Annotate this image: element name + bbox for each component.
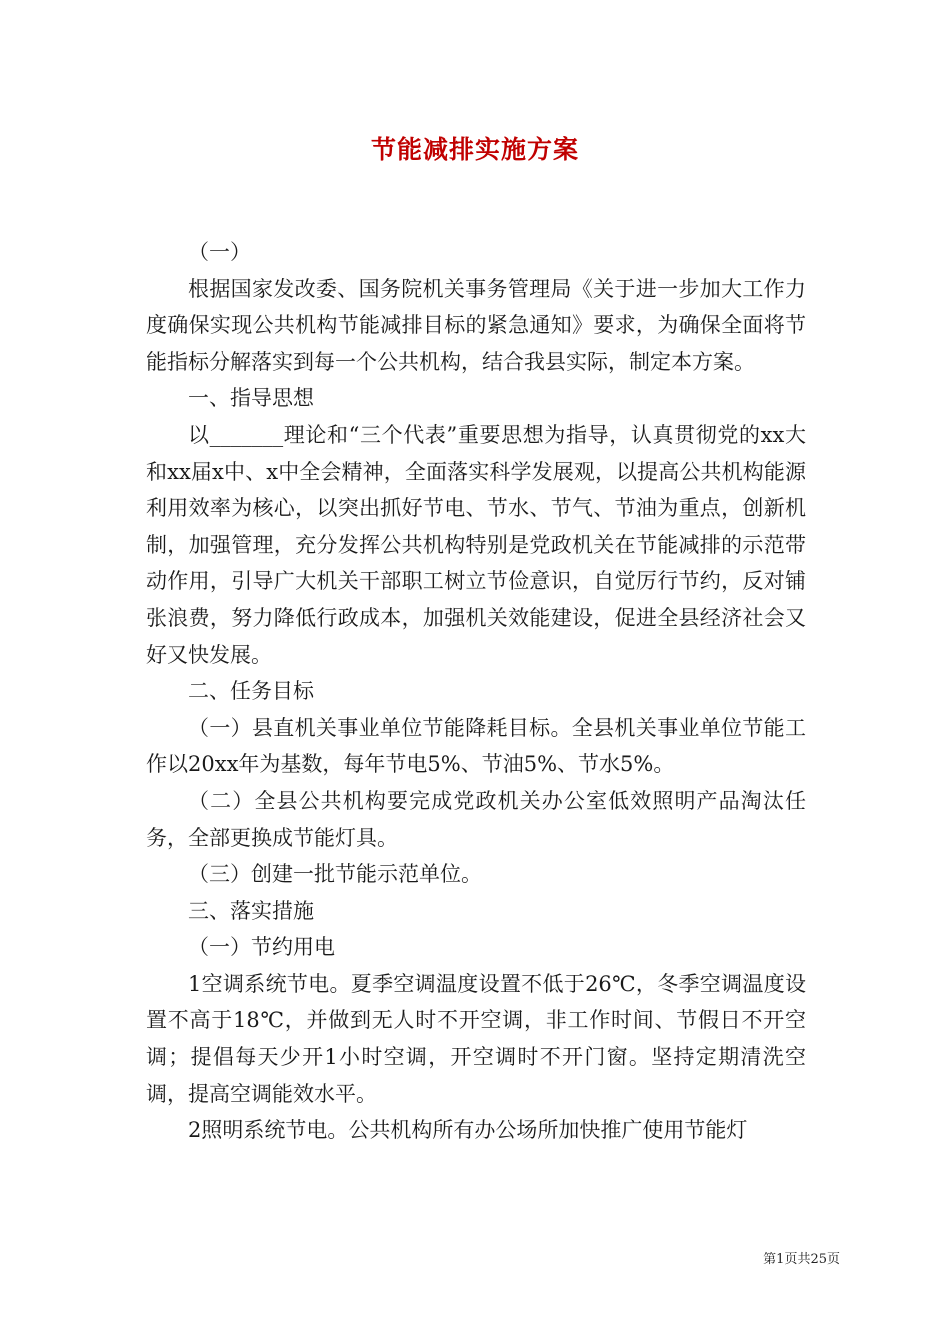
- document-body: [146, 234, 806, 1149]
- heading-guiding-thought: 一、指导思想: [188, 386, 314, 411]
- paragraph-guiding-thought: 以_______理论和“三个代表”重要思想为指导，认真贯彻党的xx大和xx届x中、x中全会精神，全面落实科学发展观，以提高公共机构能源利用效率为核心，以突出抓好节电、节水、节气、节油为重点，创新机制，加强管理，充分发挥公共机构特别是党政机关在节能减排的示范带动作用，引导广大机关干部职工树立节俭意识，自觉厉行节约，反对铺张浪费，努力降低行政成本，加强机关效能建设，促进全县经济社会又好又快发展。: [146, 422, 806, 667]
- paragraph-section-label: （一）: [188, 240, 251, 264]
- paragraph-goal-3: （三）创建一批节能示范单位。: [188, 862, 482, 887]
- page-number-footer: 第1页共25页: [763, 1252, 840, 1267]
- paragraph-air-conditioning: 1空调系统节电。夏季空调温度设置不低于26℃，冬季空调温度设置不高于18℃，并做到无人时不开空调，非工作时间、节假日不开空调；提倡每天少开1小时空调，开空调时不开门窗。坚持定期清洗空调，提高空调能效水平。: [146, 971, 806, 1106]
- paragraph-goal-1: （一）县直机关事业单位节能降耗目标。全县机关事业单位节能工作以20xx年为基数，每年节电5%、节油5%、节水5%。: [146, 715, 806, 777]
- paragraph-goal-2: （二）全县公共机构要完成党政机关办公室低效照明产品淘汰任务，全部更换成节能灯具。: [146, 788, 806, 850]
- subheading-save-electricity: （一）节约用电: [188, 935, 335, 960]
- heading-measures: 三、落实措施: [188, 898, 314, 923]
- paragraph-lighting: 2照明系统节电。公共机构所有办公场所加快推广使用节能灯: [188, 1118, 748, 1143]
- paragraph-intro: 根据国家发改委、国务院机关事务管理局《关于进一步加大工作力度确保实现公共机构节能减排目标的紧急通知》要求，为确保全面将节能指标分解落实到每一个公共机构，结合我县实际，制定本方案。: [146, 276, 806, 374]
- heading-task-goals: 二、任务目标: [188, 679, 314, 704]
- document-title: 节能减排实施方案: [370, 135, 579, 164]
